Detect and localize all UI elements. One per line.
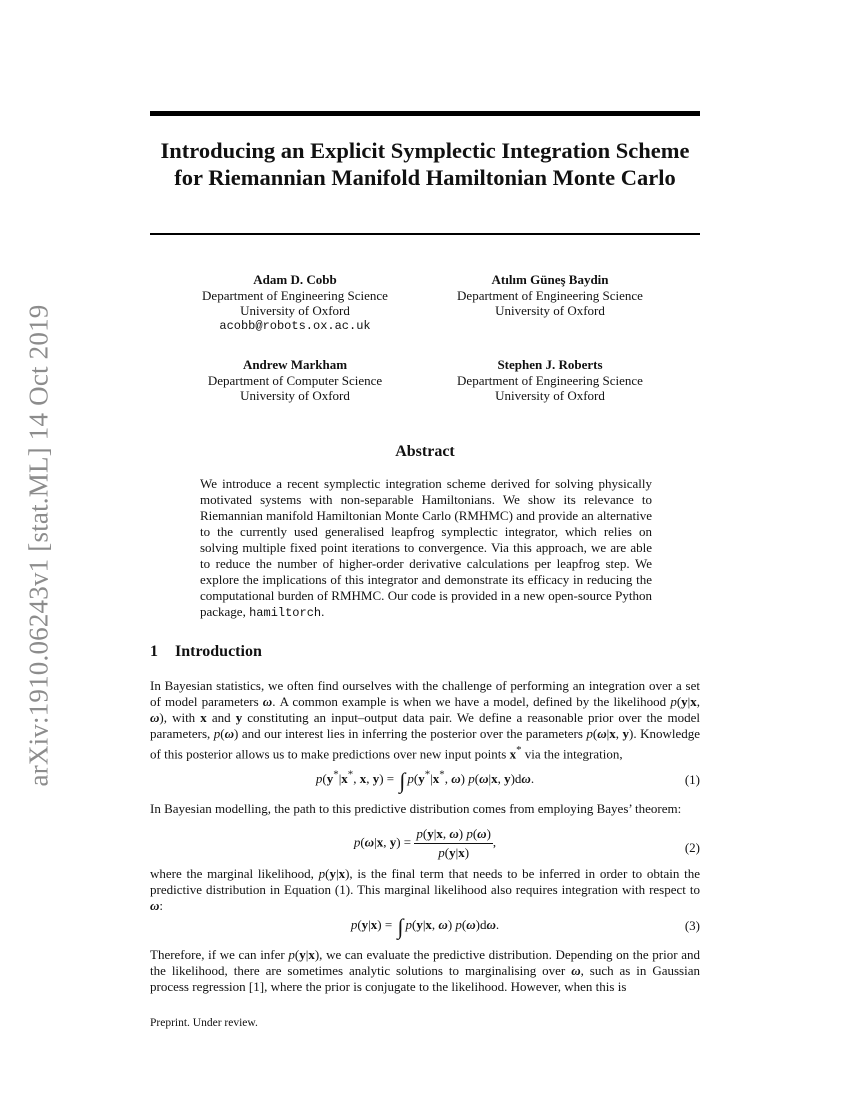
paper-title: Introducing an Explicit Symplectic Integration Scheme for Riemannian Manifold Hamiltonian Monte Carlo <box>160 138 690 190</box>
section-number: 1 <box>150 643 158 660</box>
abstract-body: We introduce a recent symplectic integration scheme derived for solving physically motivated systems with non-separable Hamiltonians. We show its relevance to Riemannian manifold Hamiltonian Monte Carlo (RMHMC) and provide an alternative to the currently used generalised leapfrog symplectic integrator, which relies on solving multiple fixed point iterations to convergence. Via this approach, we are able to reduce the number of higher-order derivative calculations per leapfrog step. We explore the implications of this integrator and demonstrate its efficacy in reducing the computational burden of RMHMC. Our code is provided in a new open-source Python package, hamiltorch. <box>200 476 652 620</box>
author-name: Adam D. Cobb <box>253 272 337 287</box>
author-block-roberts <box>430 357 670 404</box>
author-inst: University of Oxford <box>495 303 605 318</box>
title-rule-top <box>150 111 700 116</box>
author-name: Atılım Güneş Baydin <box>491 272 609 287</box>
intro-paragraph-1: In Bayesian statistics, we often find ourselves with the challenge of performing an integration over a set of model parameters ω. A common example is when we have a model, defined by the likelihood p(y|x, ω), with x and y constituting an input–output data pair. We define a reasonable prior over the model parameters, p(ω) and our interest lies in inferring the posterior over the parameters p(ω|x, y). Knowledge of this posterior allows us to make predictions over new input points x* via the integration, <box>150 678 701 762</box>
author-inst: University of Oxford <box>240 388 350 403</box>
author-dept: Department of Computer Science <box>207 372 383 388</box>
intro-paragraph-2: In Bayesian modelling, the path to this predictive distribution comes from employing Bayes’ theorem: <box>150 801 682 816</box>
equation-number: (2) <box>684 840 700 855</box>
package-name: hamiltorch <box>249 606 322 620</box>
author-inst: University of Oxford <box>240 303 350 318</box>
author-name: Andrew Markham <box>242 357 348 372</box>
author-email[interactable]: acobb@robots.ox.ac.uk <box>219 318 371 333</box>
author-block-baydin <box>430 272 670 319</box>
author-inst: University of Oxford <box>495 388 605 403</box>
intro-paragraph-3: where the marginal likelihood, p(y|x), is the final term that needs to be inferred in order to obtain the predictive distribution in Equation (1). This marginal likelihood also requires integration with respect to ω: <box>150 866 701 913</box>
abstract-text: We introduce a recent symplectic integration scheme derived for solving physically motivated systems with non-separable Hamiltonians. We show its relevance to Riemannian manifold Hamiltonian Monte Carlo (RMHMC) and provide an alternative to the currently used generalised leapfrog symplectic integrator, which relies on solving multiple fixed point iterations to convergence. Via this approach, we are able to reduce the number of higher-order derivative calculations per leapfrog step. We explore the implications of this integrator and demonstrate its efficacy in reducing the computational burden of RMHMC. Our code is provided in a new open-source Python package, <box>200 476 652 619</box>
equation-number: (3) <box>684 918 700 933</box>
author-name: Stephen J. Roberts <box>497 357 603 372</box>
equation-2: p(ω|x, y) = $\frac{p(y|x, \omega) p(\omega)}{p(y|x)}$ , (2) <box>353 826 700 860</box>
author-block-cobb <box>175 272 415 334</box>
author-dept: Department of Engineering Science <box>457 372 643 388</box>
abstract-heading: Abstract <box>395 443 455 460</box>
equation-3: p(y|x) = ∫ p(y|x, ω) p(ω)dω. (3) <box>350 914 700 939</box>
section-heading-introduction <box>150 643 262 661</box>
intro-paragraph-4: Therefore, if we can infer p(y|x), we can evaluate the predictive distribution. Depending on the prior and the likelihood, there are sometimes analytic solutions to marginalising over ω, such as in Gaussian process regression [1], where the prior is conjugate to the likelihood. However, when this is <box>150 947 700 994</box>
title-rule-bottom <box>150 233 700 235</box>
author-block-markham <box>175 357 415 404</box>
author-dept: Department of Engineering Science <box>457 287 643 303</box>
author-dept: Department of Engineering Science <box>202 287 388 303</box>
section-title: Introduction <box>175 643 262 660</box>
equation-number: (1) <box>684 772 700 787</box>
arxiv-identifier-text: arXiv:1910.06243v1 [stat.ML] 14 Oct 2019 <box>23 304 54 786</box>
arxiv-identifier-stamp <box>14 290 64 800</box>
equation-1: p(y*|x*, x, y) = ∫ p(y*|x*, ω) p(ω|x, y)dω. (1) <box>315 768 700 793</box>
preprint-footer: Preprint. Under review. <box>150 1017 258 1029</box>
